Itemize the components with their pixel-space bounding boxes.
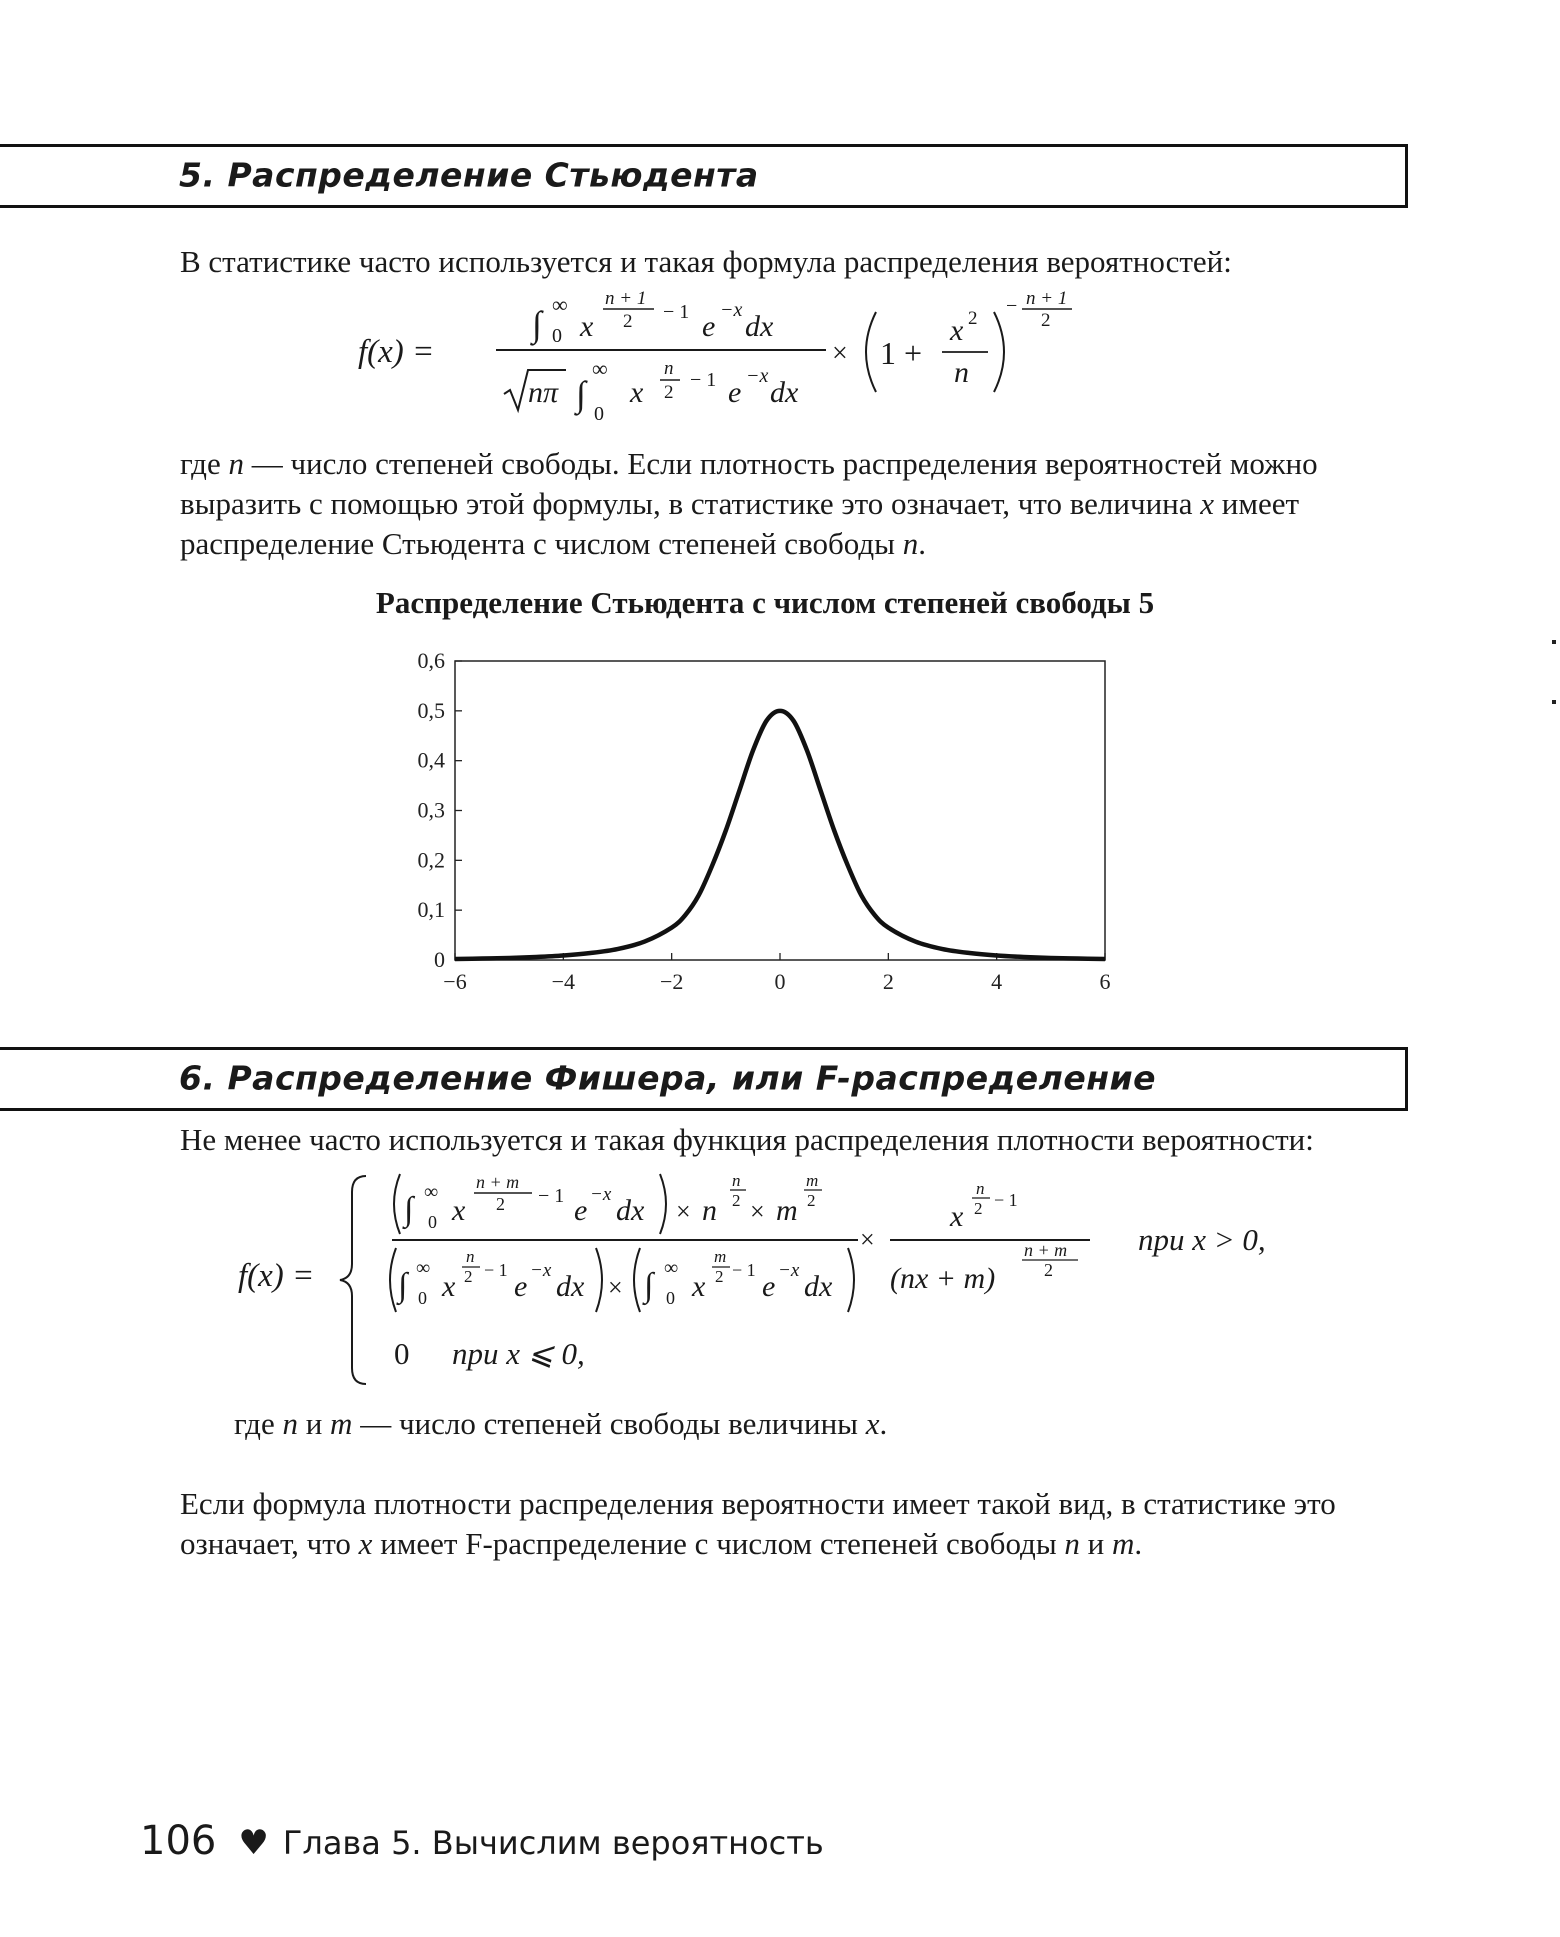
left-paren xyxy=(866,312,876,392)
den-upper: ∞ xyxy=(592,356,608,381)
page-footer xyxy=(140,1818,824,1864)
f-num-m-exp-t: m xyxy=(806,1171,819,1190)
f-num-n-exp-b: 2 xyxy=(732,1191,741,1210)
text-run: x xyxy=(1200,486,1215,521)
section-6-conclusion xyxy=(180,1484,1410,1564)
text-run: — число степеней свободы величины xyxy=(352,1406,866,1441)
chart-title: Распределение Стьюдента с числом степеней свободы 5 xyxy=(375,585,1155,620)
text-run: n xyxy=(282,1406,298,1441)
f-den-e1-exp: −x xyxy=(530,1260,552,1281)
f-num-lower: 0 xyxy=(428,1212,437,1232)
text-run: и xyxy=(1079,1526,1112,1561)
section-5-header xyxy=(0,144,1408,208)
text-run: n xyxy=(228,446,244,481)
edge-mark-top xyxy=(1552,640,1556,644)
cond-positive: при x > 0, xyxy=(1138,1222,1266,1257)
y-tick-label: 0 xyxy=(434,947,445,972)
den-lower: 0 xyxy=(594,403,604,425)
f-den-e1: e xyxy=(514,1270,528,1303)
f-den-lo2: 0 xyxy=(666,1288,675,1308)
fisher-lhs: f(x) = xyxy=(238,1258,315,1294)
y-tick-label: 0,3 xyxy=(417,797,445,823)
section-6-intro: Не менее часто используется и такая функция распределения плотности вероятности: xyxy=(180,1122,1314,1157)
f-num-n-exp-t: n xyxy=(732,1171,741,1190)
den-x: x xyxy=(630,376,644,409)
x-tick-label: 4 xyxy=(991,969,1003,994)
x-tick-label: 2 xyxy=(882,969,894,994)
page-number: 106 xyxy=(140,1818,217,1864)
f-den-int1: ∫ xyxy=(398,1267,408,1304)
branch-zero: 0 xyxy=(394,1336,410,1371)
den-exp-top: n xyxy=(664,358,674,379)
section-5-title: 5. Распределение Стьюдента xyxy=(179,155,759,195)
text-run: . xyxy=(879,1406,888,1441)
frac-x-sq: 2 xyxy=(968,308,978,329)
section-5-explanation xyxy=(180,444,1410,564)
y-tick-label: 0,6 xyxy=(417,648,445,673)
f-num-e: e xyxy=(574,1194,588,1227)
section-6-header xyxy=(0,1047,1408,1111)
num-exp-bottom: 2 xyxy=(623,311,633,332)
f-den-x1-m1: − 1 xyxy=(484,1260,508,1280)
lower-limit: 0 xyxy=(552,325,562,347)
f-den-x1-exp-t: n xyxy=(466,1247,475,1266)
section-5-intro: В статистике часто используется и такая формула распределения вероятностей: xyxy=(180,244,1232,279)
outer-exp-top: n + 1 xyxy=(1026,288,1068,309)
text-run: . xyxy=(918,526,926,561)
f-times3: × xyxy=(860,1225,875,1254)
f2-num-m1: − 1 xyxy=(994,1190,1018,1210)
text-run: m xyxy=(1112,1526,1135,1561)
f-num-minus1: − 1 xyxy=(538,1185,565,1207)
f-num-n: n xyxy=(702,1194,717,1227)
f-den-up1: ∞ xyxy=(416,1257,431,1279)
f-den-up2: ∞ xyxy=(664,1257,679,1279)
den-dx: dx xyxy=(770,376,799,409)
outer-exp-bottom: 2 xyxy=(1041,310,1051,331)
x-tick-label: −4 xyxy=(551,969,576,994)
text-run: x xyxy=(865,1406,880,1441)
num-x: x xyxy=(580,310,594,343)
den-lparen2 xyxy=(634,1248,640,1312)
den-lparen1 xyxy=(390,1248,396,1312)
x-tick-label: 6 xyxy=(1099,969,1111,994)
text-run: Если формула плотности распределения вероятности имеет такой вид, в статистике это означает, что xyxy=(180,1486,1336,1561)
num-e-exp: −x xyxy=(720,299,743,321)
den-rparen2 xyxy=(848,1248,854,1312)
x-tick-label: −6 xyxy=(443,969,467,994)
chapter-title: Глава 5. Вычислим вероятность xyxy=(282,1824,824,1862)
den-e: e xyxy=(728,376,742,409)
sqrt-arg: nπ xyxy=(528,376,559,409)
f-den-lo1: 0 xyxy=(418,1288,427,1308)
f-num-m: m xyxy=(776,1194,798,1227)
text-run: — число степеней свободы. Если плотность распределения вероятностей можно выразить с помощью этой формулы, в статистике это означает, что величина xyxy=(180,446,1318,521)
student-chart xyxy=(0,640,1560,1020)
integral-sign: ∫ xyxy=(532,304,542,344)
f-den-x2: x xyxy=(692,1270,706,1303)
y-tick-label: 0,4 xyxy=(417,747,445,773)
frac-x: x xyxy=(950,314,964,347)
f2-num-x: x xyxy=(950,1200,964,1233)
brace xyxy=(340,1176,366,1384)
f-den-x2-exp-t: m xyxy=(714,1247,727,1266)
f-den-e2-exp: −x xyxy=(778,1260,800,1281)
text-run: . xyxy=(1134,1526,1143,1561)
den-rparen1 xyxy=(596,1248,602,1312)
f-num-upper: ∞ xyxy=(424,1181,439,1203)
f-den-x2-exp-b: 2 xyxy=(715,1267,724,1286)
heart-icon: ♥ xyxy=(238,1823,269,1863)
num-lparen xyxy=(394,1174,400,1234)
f2-den-exp-t: n + m xyxy=(1024,1240,1068,1260)
student-formula-lhs: f(x) = xyxy=(358,334,435,370)
times-sign: × xyxy=(832,338,848,369)
f2-den-exp-b: 2 xyxy=(1044,1260,1053,1280)
fisher-formula xyxy=(0,1168,1560,1388)
text-run: и xyxy=(297,1406,331,1441)
outer-exp-minus: − xyxy=(1006,295,1018,317)
text-run: где xyxy=(234,1406,283,1441)
f-num-int: ∫ xyxy=(404,1191,414,1228)
y-tick-label: 0,1 xyxy=(417,897,445,923)
f-den-e2: e xyxy=(762,1270,776,1303)
f-times2: × xyxy=(750,1197,765,1226)
y-tick-label: 0,2 xyxy=(417,847,445,873)
text-run: n xyxy=(902,526,919,561)
f-den-dx2: dx xyxy=(804,1270,833,1303)
text-run: m xyxy=(330,1406,353,1441)
num-dx: dx xyxy=(745,310,774,343)
one-plus: 1 + xyxy=(880,335,923,371)
f-num-dx: dx xyxy=(616,1194,645,1227)
f-den-x2-m1: − 1 xyxy=(732,1260,756,1280)
f-den-times: × xyxy=(608,1273,623,1302)
y-tick-label: 0,5 xyxy=(417,697,445,723)
f-den-int2: ∫ xyxy=(644,1267,654,1304)
den-integral: ∫ xyxy=(576,374,586,414)
den-e-exp: −x xyxy=(746,365,769,387)
f-num-e-exp: −x xyxy=(590,1184,612,1205)
text-run: имеет F-распределение с числом степеней свободы xyxy=(372,1526,1065,1561)
x-tick-label: 0 xyxy=(774,969,786,994)
den-exp-minus1: − 1 xyxy=(690,369,717,391)
f-den-x1-exp-b: 2 xyxy=(464,1267,473,1286)
f-times1: × xyxy=(676,1197,691,1226)
f2-num-exp-t: n xyxy=(976,1179,985,1198)
right-paren xyxy=(994,312,1004,392)
x-tick-label: −2 xyxy=(659,969,684,994)
f-den-dx1: dx xyxy=(556,1270,585,1303)
plot-frame xyxy=(455,661,1105,960)
section-6-where xyxy=(234,1404,1464,1444)
num-rparen xyxy=(660,1174,666,1234)
den-exp-bottom: 2 xyxy=(664,382,674,403)
num-exp-minus1: − 1 xyxy=(663,301,690,323)
text-run: x xyxy=(358,1526,373,1561)
f2-num-exp-b: 2 xyxy=(974,1199,983,1218)
series-line xyxy=(455,711,1105,959)
f-den-x1: x xyxy=(442,1270,456,1303)
f-num-x: x xyxy=(452,1194,466,1227)
num-e: e xyxy=(702,310,716,343)
upper-limit: ∞ xyxy=(552,292,568,317)
frac-n: n xyxy=(954,356,969,389)
edge-mark-bottom xyxy=(1552,700,1556,704)
text-run: где xyxy=(180,446,229,481)
section-6-title: 6. Распределение Фишера, или F-распределение xyxy=(179,1058,1157,1098)
num-exp-top: n + 1 xyxy=(605,288,647,309)
f-num-exp-top: n + m xyxy=(476,1172,520,1192)
f-num-exp-bot: 2 xyxy=(496,1194,505,1214)
text-run: n xyxy=(1064,1526,1080,1561)
cond-nonpositive: при x ⩽ 0, xyxy=(452,1336,585,1371)
f-num-m-exp-b: 2 xyxy=(807,1191,816,1210)
f2-den: (nx + m) xyxy=(890,1262,996,1295)
text-run: имеет распределение Стьюдента с числом степеней свободы xyxy=(180,486,1300,561)
